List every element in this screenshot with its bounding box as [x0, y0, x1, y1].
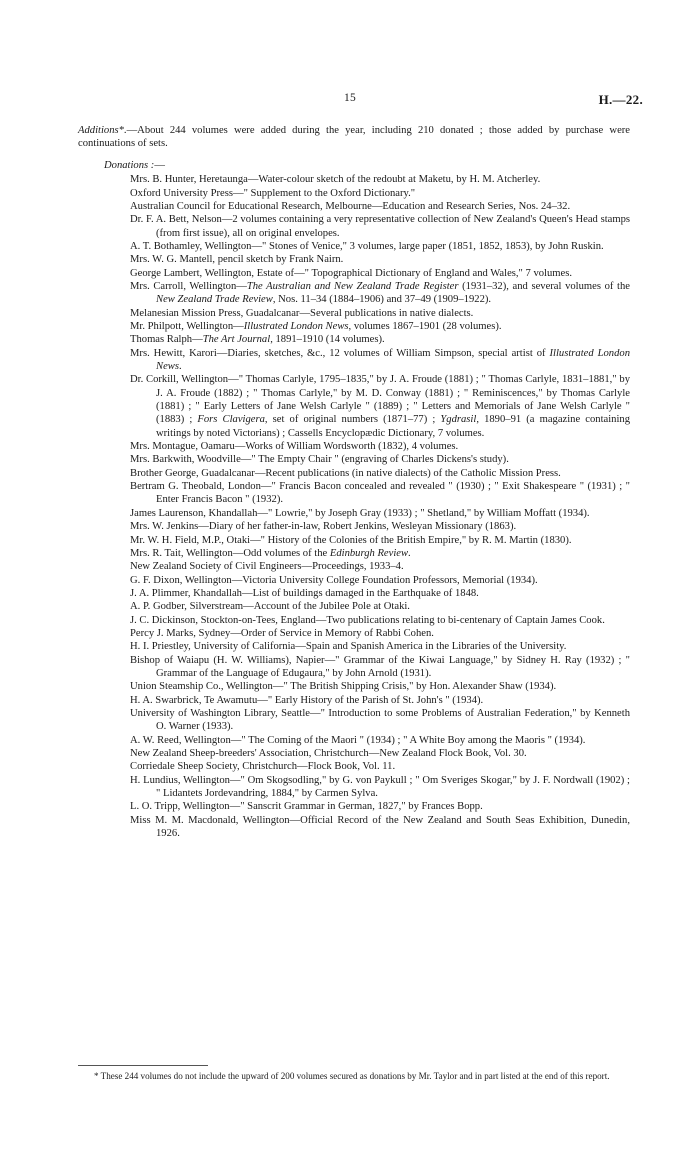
list-item: Mrs. W. Jenkins—Diary of her father-in-law, Robert Jenkins, Wesleyan Missionary (1863).	[130, 521, 517, 533]
list-item: Corriedale Sheep Society, Christchurch—Flock Book, Vol. 11.	[130, 761, 396, 773]
document-code: H.—22.	[598, 92, 643, 107]
list-item: Mrs. Carroll, Wellington—The Australian and New Zealand Trade Register (1931–32), and several volumes of the New Zealand Trade Review, Nos. 11–34 (1884–1906) and 37–49 (1909–1922).	[130, 280, 630, 306]
list-item: Bertram G. Theobald, London—" Francis Bacon concealed and revealed " (1930) ; " Exit Shakespeare " (1931) ; " Enter Francis Bacon " (1932).	[130, 481, 630, 506]
list-item: Mrs. W. G. Mantell, pencil sketch by Frank Nairn.	[130, 254, 344, 266]
list-item: H. A. Swarbrick, Te Awamutu—" Early History of the Parish of St. John's " (1934).	[130, 694, 484, 706]
footnote-body: * These 244 volumes do not include the upward of 200 volumes secured as donations by Mr. Taylor and in part listed at the end of this report.	[94, 1071, 610, 1081]
list-item: Mrs. Montague, Oamaru—Works of William Wordsworth (1832), 4 volumes.	[130, 441, 459, 453]
footnote-area	[78, 1065, 630, 1083]
list-item: University of Washington Library, Seattle—" Introduction to some Problems of Australian Federation," by Kenneth O. Warner (1933).	[130, 707, 630, 733]
additions-text: .—About 244 volumes were added during the year, including 210 donated ; those added by purchase were continuations of sets.	[78, 125, 630, 150]
footnote-divider	[78, 1065, 208, 1066]
list-item: H. I. Priestley, University of California—Spain and Spanish America in the Libraries of the University.	[130, 641, 567, 653]
list-item: Mr. W. H. Field, M.P., Otaki—" History of the Colonies of the British Empire," by R. M. Martin (1830).	[130, 534, 572, 546]
donations-list	[78, 173, 630, 840]
list-item: Oxford University Press—" Supplement to the Oxford Dictionary."	[130, 187, 416, 199]
list-item: New Zealand Sheep-breeders' Association, Christchurch—New Zealand Flock Book, Vol. 30.	[130, 748, 527, 759]
list-item: A. W. Reed, Wellington—" The Coming of the Maori " (1934) ; " A White Boy among the Maoris " (1934).	[130, 734, 586, 746]
list-item: Bishop of Waiapu (H. W. Williams), Napier—" Grammar of the Kiwai Language," by Sidney H. Ray (1932) ; " Grammar of the Language of Edugaura," by John Arnold (1931).	[130, 654, 630, 679]
list-item: H. Lundius, Wellington—" Om Skogsodling," by G. von Paykull ; " Om Sveriges Skogar," by J. F. Nordwall (1902) ; " Lidantets Jordevandring, 1884," by Carmen Sylva.	[130, 774, 630, 800]
list-item: Dr. F. A. Bett, Nelson—2 volumes containing a very representative collection of New Zealand's Queen's Head stamps (from first issue), all on original envelopes.	[130, 214, 630, 239]
list-item: Mrs. B. Hunter, Heretaunga—Water-colour sketch of the redoubt at Maketu, by H. M. Atcherley.	[130, 174, 541, 186]
list-item: L. O. Tripp, Wellington—" Sanscrit Grammar in German, 1827," by Frances Bopp.	[130, 801, 483, 813]
page-number: 15	[344, 92, 356, 104]
list-item: G. F. Dixon, Wellington—Victoria University College Foundation Professors, Memorial (1934).	[130, 574, 538, 586]
list-item: Melanesian Mission Press, Guadalcanar—Several publications in native dialects.	[130, 307, 474, 319]
list-item: Mrs. Barkwith, Woodville—" The Empty Chair " (engraving of Charles Dickens's study).	[130, 454, 509, 466]
list-item: J. C. Dickinson, Stockton-on-Tees, England—Two publications relating to bi-centenary of Captain James Cook.	[130, 614, 605, 626]
additions-label: Additions*	[78, 125, 124, 136]
list-item: James Laurenson, Khandallah—" Lowrie," by Joseph Gray (1933) ; " Shetland," by William Moffatt (1934).	[130, 507, 590, 519]
donations-heading-dash: —	[154, 159, 165, 171]
list-item: Australian Council for Educational Research, Melbourne—Education and Research Series, Nos. 24–32.	[130, 200, 571, 212]
footnote-text	[78, 1071, 630, 1083]
list-item: Thomas Ralph—The Art Journal, 1891–1910 (14 volumes).	[130, 334, 385, 346]
list-item: New Zealand Society of Civil Engineers—Proceedings, 1933–4.	[130, 561, 404, 573]
list-item: Dr. Corkill, Wellington—" Thomas Carlyle, 1795–1835," by J. A. Froude (1881) ; " Thomas Carlyle, 1831–1881," by J. A. Froude (1882) ; " Thomas Carlyle," by M. D. Conway (1881) ; " Reminiscences," by Thomas Carlyle (1881) ; " Early Letters of Jane Welsh Carlyle " (1889) ; " Letters and Memorials of Jane Welsh Carlyle " (1883) ; Fors Clavigera, set of original numbers (1871–77) ; Ygdrasil, 1890–91 (a magazine containing writings by noted Victorians) ; Cassells Encyclopædic Dictionary, 7 volumes.	[130, 374, 631, 439]
list-item: Mrs. Hewitt, Karori—Diaries, sketches, &c., 12 volumes of William Simpson, special artist of Illustrated London News.	[130, 347, 630, 373]
list-item: A. P. Godber, Silverstream—Account of the Jubilee Pole at Otaki.	[130, 601, 410, 613]
list-item: George Lambert, Wellington, Estate of—" Topographical Dictionary of England and Wales," 7 volumes.	[130, 267, 573, 279]
page-body	[78, 124, 630, 840]
list-item: Miss M. M. Macdonald, Wellington—Official Record of the New Zealand and South Seas Exhibition, Dunedin, 1926.	[130, 814, 630, 840]
donations-heading-label: Donations :	[104, 159, 155, 171]
list-item: A. T. Bothamley, Wellington—" Stones of Venice," 3 volumes, large paper (1851, 1852, 1853), by John Ruskin.	[130, 240, 604, 252]
list-item: Union Steamship Co., Wellington—" The British Shipping Crisis," by Hon. Alexander Shaw (1934).	[130, 681, 557, 693]
list-item: Percy J. Marks, Sydney—Order of Service in Memory of Rabbi Cohen.	[130, 627, 434, 639]
list-item: Mrs. R. Tait, Wellington—Odd volumes of the Edinburgh Review.	[130, 547, 411, 559]
page-header	[0, 92, 700, 112]
additions-paragraph	[78, 124, 630, 151]
list-item: Brother George, Guadalcanar—Recent publications (in native dialects) of the Catholic Mission Press.	[130, 467, 561, 479]
list-item: Mr. Philpott, Wellington—Illustrated London News, volumes 1867–1901 (28 volumes).	[130, 321, 502, 332]
donations-heading	[78, 159, 630, 172]
list-item: J. A. Plimmer, Khandallah—List of buildings damaged in the Earthquake of 1848.	[130, 587, 479, 599]
